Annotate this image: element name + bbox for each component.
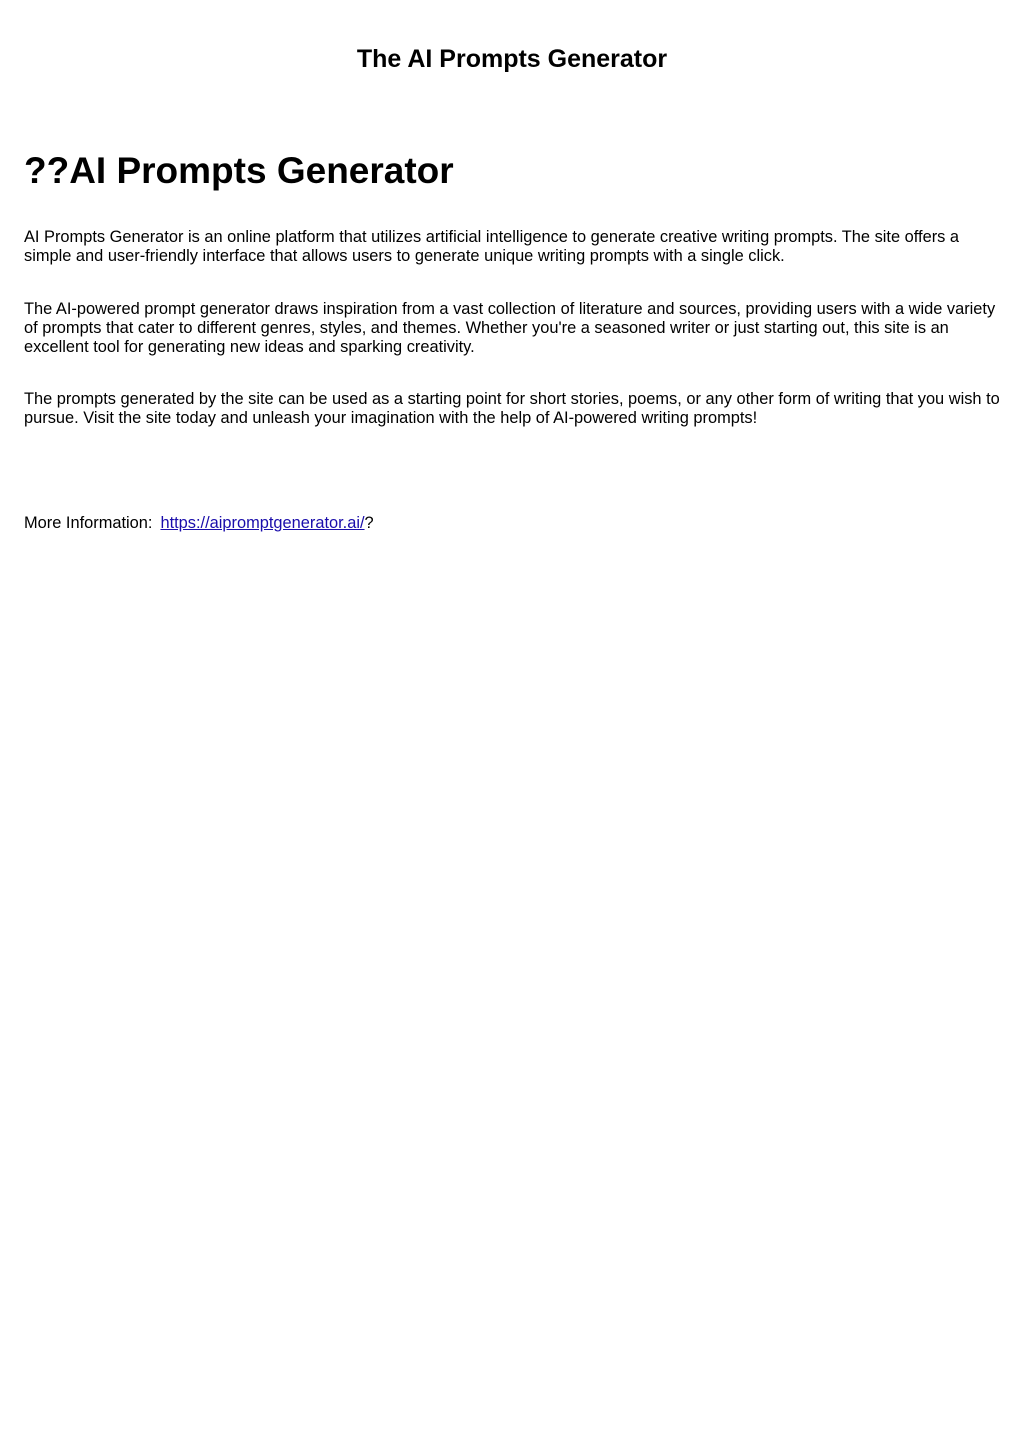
paragraph-intro: AI Prompts Generator is an online platform that utilizes artificial intelligence to generate creative writing prompts. The site offers a simple and user-friendly interface that allows users to generate unique writing prompts with a single click. <box>24 228 960 265</box>
more-information-line <box>24 514 374 533</box>
main-heading: ??AI Prompts Generator <box>24 150 454 191</box>
link-suffix: ? <box>364 514 374 532</box>
more-information-label: More Information: <box>24 514 153 532</box>
paragraph-inspiration: The AI-powered prompt generator draws inspiration from a vast collection of literature and sources, providing users with a wide variety of prompts that cater to different genres, styles, and themes. Whether you're a seasoned writer or just starting out, this site is an excellent tool for generating new ideas and sparking creativity. <box>24 300 996 356</box>
document-title: The AI Prompts Generator <box>356 45 668 73</box>
paragraph-usage: The prompts generated by the site can be used as a starting point for short stories, poems, or any other form of writing that you wish to pursue. Visit the site today and unleash your imagination with the help of AI-powered writing prompts! <box>24 390 1000 427</box>
website-link[interactable]: https://aipromptgenerator.ai/ <box>160 514 365 532</box>
